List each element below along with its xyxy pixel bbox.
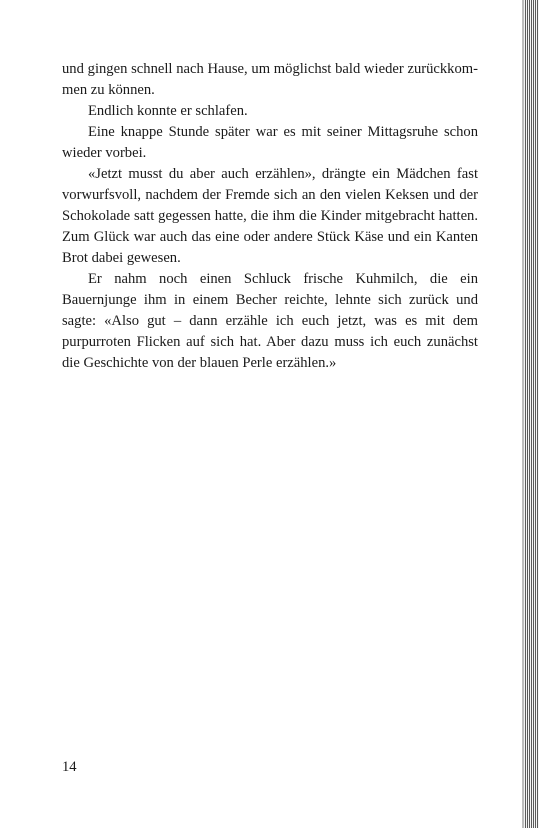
paragraph: Er nahm noch einen Schluck frische Kuhmilch, die ein Bauernjunge ihm in einem Becher reichte, lehnte sich zurück und sagte: «Also gut – dann erzähle ich euch jetzt, was es mit dem purpurroten Flicken auf sich hat. Aber dazu muss ich euch zunächst die Geschichte von der blauen Perle erzählen.»: [62, 271, 478, 371]
page-number: 14: [62, 759, 77, 775]
paragraph: Endlich konnte er schlafen.: [88, 103, 248, 119]
body-text: [62, 59, 478, 374]
page-stack-edge: [524, 0, 539, 828]
paragraph: und gingen schnell nach Hause, um möglichst bald wieder zurückkommen zu können.: [62, 61, 478, 98]
paragraph: «Jetzt musst du aber auch erzählen», drängte ein Mädchen fast vorwurfsvoll, nachdem der Fremde sich an den vielen Keksen und der Schokolade satt gegessen hatte, die ihm die Kinder mitgebracht hatten. Zum Glück war auch das eine oder andere Stück Käse und ein Kanten Brot dabei gewesen.: [62, 166, 478, 266]
paragraph: Eine knappe Stunde später war es mit seiner Mittagsruhe schon wieder vorbei.: [62, 124, 478, 161]
